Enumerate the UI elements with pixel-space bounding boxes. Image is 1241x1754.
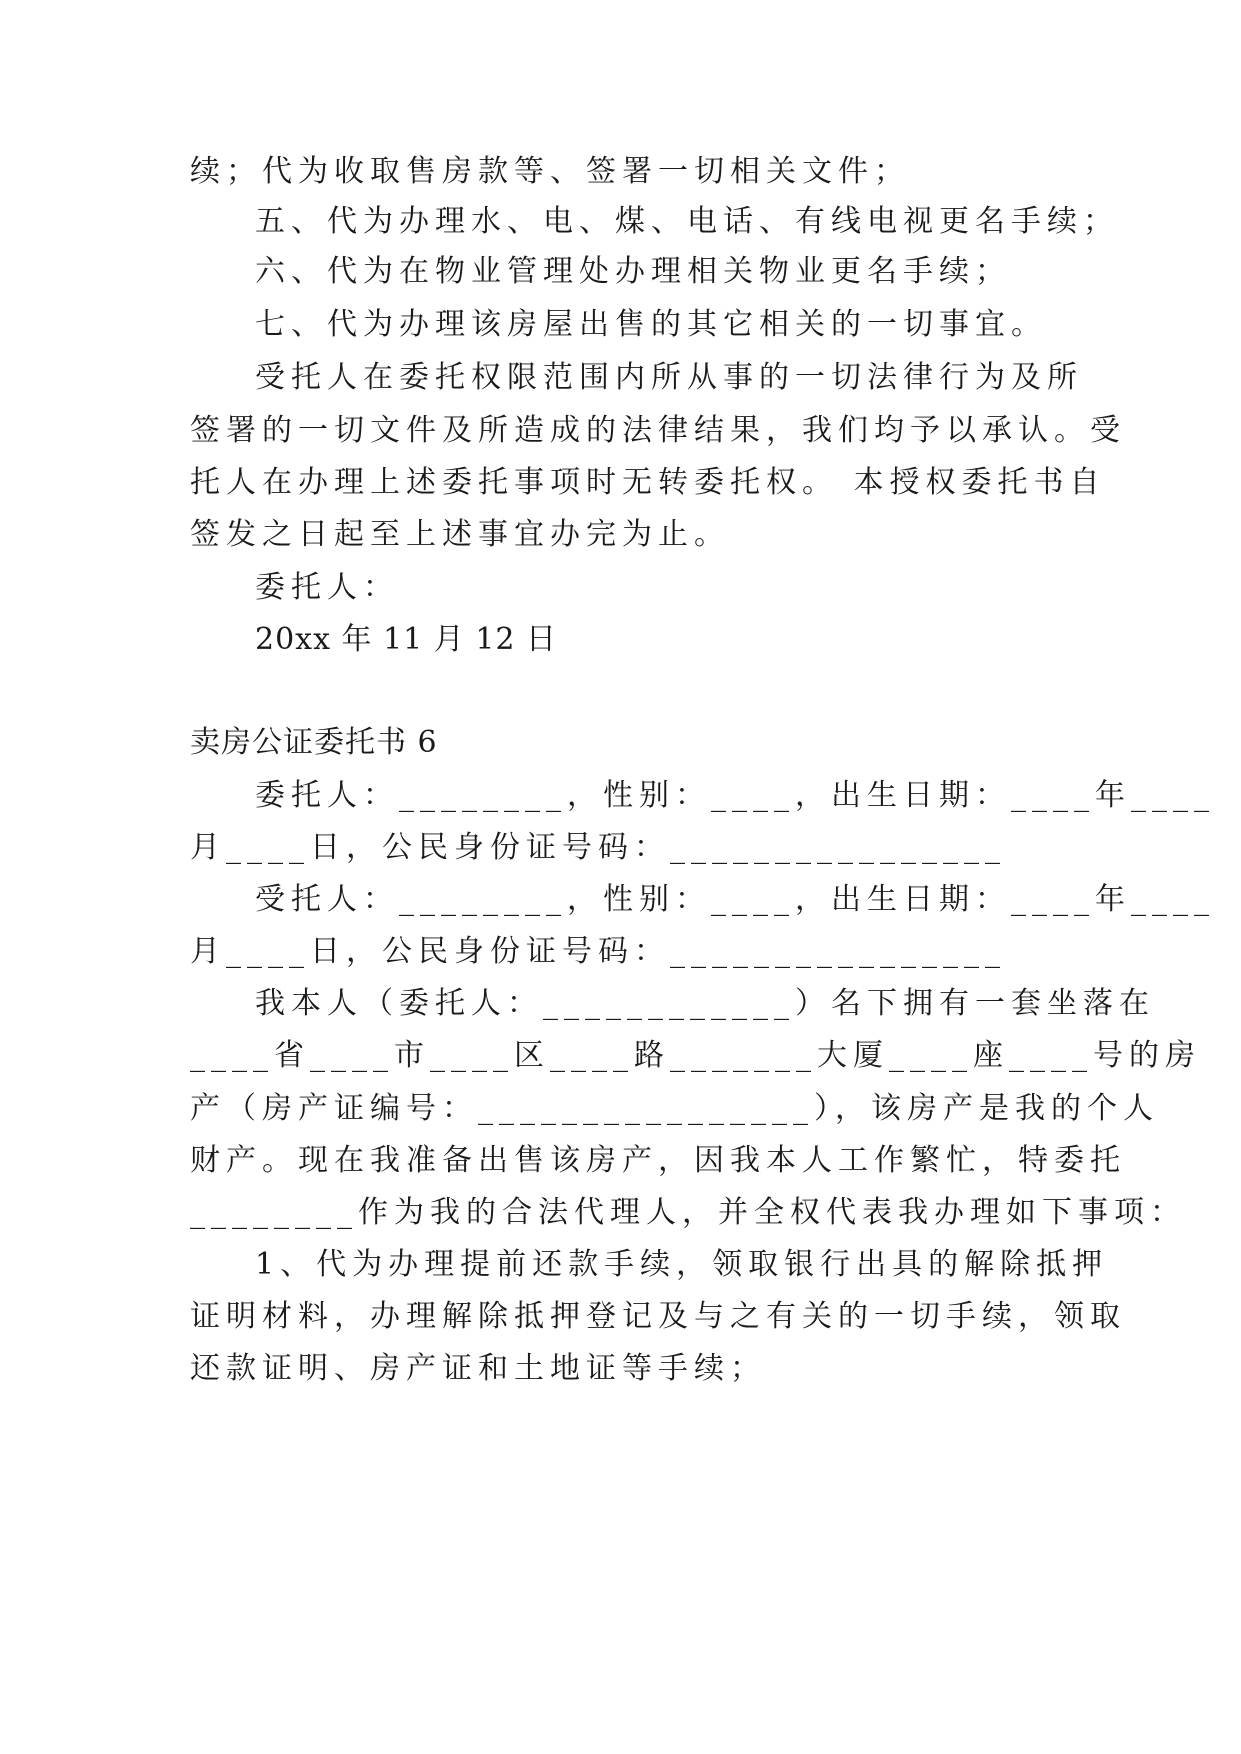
principal-id-line: 月____日，公民身份证号码：________________ <box>190 830 1006 865</box>
principal-info-line: 委托人：________，性别：____，出生日期：____年____ <box>255 778 1215 813</box>
paragraph-line: 我本人（委托人：____________）名下拥有一套坐落在 <box>255 986 1155 1021</box>
item-6-line: 六、代为在物业管理处办理相关物业更名手续； <box>255 254 1011 289</box>
paragraph-line: 签发之日起至上述事宜办完为止。 <box>190 517 730 552</box>
paragraph-line: 签署的一切文件及所造成的法律结果，我们均予以承认。受 <box>190 413 1126 448</box>
paragraph-line: 续；代为收取售房款等、签署一切相关文件； <box>190 154 910 189</box>
paragraph-line: 受托人在委托权限范围内所从事的一切法律行为及所 <box>255 360 1083 395</box>
date-line: 20xx 年 11 月 12 日 <box>255 622 558 657</box>
item-5-line: 五、代为办理水、电、煤、电话、有线电视更名手续； <box>255 204 1119 239</box>
paragraph-line: ____省____市____区____路_______大厦____座____号的房 <box>190 1038 1201 1073</box>
paragraph-line: 托人在办理上述委托事项时无转委托权。 本授权委托书自 <box>190 465 1106 500</box>
paragraph-line: ________作为我的合法代理人，并全权代表我办理如下事项： <box>190 1195 1186 1230</box>
section-title: 卖房公证委托书 6 <box>190 725 438 760</box>
paragraph-line: 产（房产证编号：________________），该房产是我的个人 <box>190 1091 1159 1126</box>
principal-signature-label: 委托人： <box>255 570 399 605</box>
agent-id-line: 月____日，公民身份证号码：________________ <box>190 934 1006 969</box>
item-1-line: 1、代为办理提前还款手续，领取银行出具的解除抵押 <box>255 1247 1109 1282</box>
paragraph-line: 证明材料，办理解除抵押登记及与之有关的一切手续，领取 <box>190 1299 1126 1334</box>
paragraph-line: 财产。现在我准备出售该房产，因我本人工作繁忙，特委托 <box>190 1143 1126 1178</box>
item-7-line: 七、代为办理该房屋出售的其它相关的一切事宜。 <box>255 307 1047 342</box>
agent-info-line: 受托人：________，性别：____，出生日期：____年____ <box>255 882 1215 917</box>
paragraph-line: 还款证明、房产证和土地证等手续； <box>190 1351 766 1386</box>
